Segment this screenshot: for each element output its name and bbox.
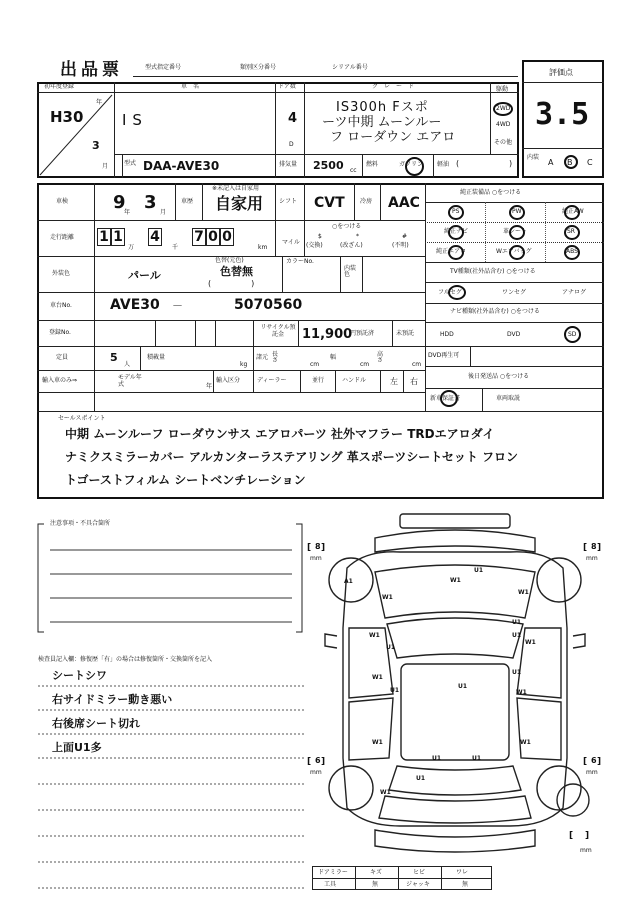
svg-text:[: [ (307, 757, 312, 767)
import-type-col (213, 370, 214, 392)
mile-opt-2: (改ざん) (340, 242, 363, 249)
svg-text:]: ] (321, 543, 326, 553)
inspector-lines (36, 684, 308, 894)
history-label: 車歴 (181, 198, 194, 205)
grade-label: グ レ ー ド (372, 83, 415, 90)
inspector-label: 検査員記入欄：修復歴「有」の場合は修復箇所・交換箇所を記入 (38, 656, 213, 663)
tire-rl-unit: mm (310, 769, 322, 776)
vehicle-col3 (304, 82, 305, 154)
equip-leather: 革シート (503, 228, 528, 235)
tire-fr-unit: mm (586, 555, 598, 562)
km-unit: km (258, 244, 268, 251)
import-col3 (300, 370, 301, 392)
dvd-col (470, 346, 471, 366)
mile-opt-1: (交換) (306, 242, 323, 249)
sales-line-2: ナミクスミラーカバー アルカンターラステアリング 革スポーツシートセット フロン (65, 450, 519, 464)
interior-opt-c: C (587, 158, 593, 167)
handle-right: 右 (410, 377, 418, 386)
score-divider (522, 82, 604, 83)
row-line-7 (37, 392, 425, 393)
mileage-digit-1: 1 (97, 228, 111, 246)
navi-top-line (425, 303, 604, 304)
post-warranty: 新車保証書 (430, 395, 461, 402)
navi-dvd: DVD (507, 331, 521, 338)
shaken-getsu: 月 (160, 209, 167, 216)
drive-2wd: 2WD (496, 105, 511, 112)
reg-no-sep3 (215, 320, 216, 346)
tv-fullseg: フルセグ (438, 289, 462, 296)
import-parallel: 並行 (312, 377, 325, 384)
acc-jack-value: 無 (462, 881, 469, 888)
man-unit: 万 (128, 244, 135, 251)
vehicle-col1 (114, 82, 115, 178)
equip-abs: ABS (566, 248, 578, 255)
history-col (175, 183, 176, 220)
capacity-value: 5 (110, 351, 118, 364)
sales-line-3: トゴーストフィルム シートベンチレーション (65, 473, 306, 487)
recycle-label: リサイクル預託金 (260, 324, 296, 339)
factory-row-line-1 (425, 222, 604, 223)
factory-heading-line (425, 202, 604, 203)
mark-14: W1 (516, 689, 527, 696)
fuel-paren-close: ) (509, 159, 513, 168)
acc-col3 (441, 866, 442, 890)
equip-navi: 純正ナビ (444, 228, 469, 235)
color-no-col (282, 256, 283, 292)
svg-text:[: [ (569, 831, 574, 841)
svg-text:]: ] (321, 757, 326, 767)
mile-opt-3: (不明) (392, 242, 409, 249)
sen-unit: 千 (172, 244, 179, 251)
post-heading: 後日発送品 ○をつける (468, 373, 530, 380)
mark-2: U1 (474, 567, 484, 574)
import-type-label: 輸入区分 (216, 377, 241, 384)
mile-col2 (304, 220, 305, 256)
fuel-label: 燃料 (366, 161, 379, 168)
color-no-label: カラーNo. (286, 258, 314, 265)
mark-12: U1 (458, 683, 468, 690)
ext-color-value: パール (128, 269, 161, 282)
acc-col1 (355, 866, 356, 890)
capacity-unit: 人 (124, 361, 131, 368)
mark-19: U1 (416, 775, 426, 782)
row-line-1 (37, 220, 425, 221)
handle-left: 左 (390, 377, 398, 386)
tire-rr-value: 6 (591, 756, 597, 765)
post-top-line (425, 366, 604, 367)
row-line-3 (37, 292, 425, 293)
reg-year: H30 (50, 108, 84, 126)
tv-top-line (425, 262, 604, 263)
shift-label: シフト (279, 198, 298, 205)
acc-break: ワレ (456, 869, 469, 876)
import-dealer: ディーラー (257, 377, 287, 384)
equip-aw: 純正AW (562, 208, 584, 215)
dims-col (253, 346, 254, 370)
mark-17: U1 (472, 755, 482, 762)
defect-box (36, 518, 304, 638)
int-color-col2 (362, 256, 363, 292)
shift-value: CVT (314, 195, 345, 211)
factory-col-2 (545, 202, 546, 262)
color-change-label: 色替(元色) (215, 257, 244, 264)
mark-3: W1 (450, 577, 461, 584)
mark-11: W1 (372, 674, 383, 681)
disp-col2 (304, 154, 305, 178)
recycle-unit: 円預託済 (350, 330, 375, 337)
mark-16: U1 (432, 755, 442, 762)
fuel-paren-open: ( (456, 159, 460, 168)
model-label: 型式 (124, 160, 137, 167)
tire-spare-unit: mm (580, 847, 592, 854)
car-name-label: 車 名 (181, 83, 200, 90)
color-change-paren: ( ) (208, 279, 255, 288)
row-line-5 (37, 346, 425, 347)
acc-mirror: ドアミラー (318, 869, 348, 876)
model-year-unit: 年 (206, 383, 213, 390)
model-row-line (114, 154, 519, 155)
chassis-dash: － (172, 299, 183, 312)
navi-line (425, 322, 604, 323)
score-value: 3.5 (535, 97, 590, 132)
model-cert-label: 型式指定番号 (145, 64, 182, 71)
inspector-line-3: 右後席シート切れ (52, 717, 140, 730)
capacity-label: 定員 (56, 354, 69, 361)
recycle-col (253, 320, 254, 346)
interior-label: 内装 (527, 154, 540, 161)
sales-line-1: 中期 ムーンルーフ ローダウンサス エアロパーツ 社外マフラー TRDエアロダイ (65, 427, 495, 441)
mark-a1: A1 (344, 578, 353, 585)
import-label: 輸入車のみ⇒ (42, 377, 78, 384)
ext-color-label: 外装色 (52, 270, 71, 277)
history-note: ※未記入は自家用 (212, 185, 260, 192)
row-line-6 (37, 370, 425, 371)
int-color-col (340, 256, 341, 292)
handle-label: ハンドル (342, 377, 367, 384)
mark-20: W1 (380, 789, 391, 796)
mark-13: U1 (512, 669, 522, 676)
first-reg-label: 初年度登録 (44, 83, 75, 90)
factory-col-1 (485, 202, 486, 262)
dvd-line (425, 346, 604, 347)
doors-label: ドア数 (278, 83, 296, 90)
tv-line (425, 282, 604, 283)
grade-line-3: フ ローダウン エアロ (330, 130, 456, 145)
model-col-a (122, 154, 123, 178)
acc-tools-value: 無 (372, 881, 379, 888)
tire-rr-unit: mm (586, 769, 598, 776)
mile-mark-2: * (356, 233, 359, 240)
car-name: IS (122, 111, 148, 129)
label-col (94, 183, 95, 411)
tire-fl-unit: mm (310, 555, 322, 562)
tv-oneseg: ワンセグ (502, 289, 527, 296)
shift-col2 (304, 183, 305, 220)
grade-line-2: ーツ中期 ムーンルー (322, 115, 442, 130)
car-damage-diagram (305, 508, 605, 873)
handle-col3 (403, 370, 404, 392)
mark-4: W1 (518, 589, 529, 596)
load-unit: kg (240, 361, 248, 368)
mark-10: U1 (390, 687, 400, 694)
mileage-digit-6: 0 (220, 228, 234, 246)
post-line (425, 388, 604, 389)
ac-value: AAC (388, 195, 420, 211)
reg-no-sep2 (195, 320, 196, 346)
acc-scratch: キズ (370, 869, 382, 876)
svg-text:[: [ (583, 543, 588, 553)
post-manual: 車両取説 (496, 395, 521, 402)
drive-4wd: 4WD (496, 121, 511, 128)
shaken-label: 車検 (56, 198, 69, 205)
inspector-line-2: 右サイドミラー動き悪い (52, 693, 173, 706)
dims-len-unit: cm (310, 361, 320, 368)
cc-unit: cc (350, 167, 357, 174)
svg-text:[: [ (583, 757, 588, 767)
doors-sub: D (289, 141, 294, 148)
reg-month: 3 (92, 139, 100, 152)
recycle-value: 11,900 (302, 327, 353, 342)
shaken-nen: 年 (124, 209, 131, 216)
svg-text:]: ] (597, 543, 602, 553)
recycle-col2 (298, 320, 299, 346)
reg-nen: 年 (96, 99, 103, 106)
row-line-4 (37, 320, 425, 321)
mark-6: W1 (369, 632, 380, 639)
acc-tools: 工具 (324, 881, 337, 888)
tv-analog: アナログ (562, 289, 587, 296)
svg-text:[: [ (307, 543, 312, 553)
tv-heading: TV種類(社外品含む) ○をつける (450, 268, 536, 275)
score-label: 評価点 (549, 68, 573, 77)
mile-mark-3: # (402, 233, 408, 240)
dims-wid-label: 幅 (330, 354, 337, 361)
color-change-value: 色替無 (220, 265, 253, 278)
equip-pw: PW (512, 208, 522, 215)
svg-text:]: ] (585, 831, 590, 841)
mile-col (275, 220, 276, 256)
model-year-label: モデル年式 (118, 374, 142, 388)
interior-divider (522, 148, 604, 149)
defect-label: 注意事項・不具合箇所 (50, 520, 111, 527)
vehicle-col2 (275, 82, 276, 154)
acc-mid-line (312, 878, 492, 879)
dims-label: 諸元 (256, 354, 269, 361)
post-col (482, 388, 483, 411)
header-underline (133, 76, 518, 77)
navi-sd: SD (568, 331, 577, 338)
shift-col (275, 183, 276, 220)
chassis-prefix: AVE30 (110, 297, 160, 313)
tire-fr-value: 8 (591, 542, 597, 551)
dims-wid-unit: cm (360, 361, 370, 368)
dvd-label: DVD再生可 (428, 352, 460, 359)
mark-5: U1 (386, 644, 396, 651)
disp-col (275, 154, 276, 178)
page-title: 出品票 (60, 60, 123, 80)
drive-other: その他 (494, 139, 513, 146)
mile-heading: ○をつける (332, 223, 362, 230)
mile-mark-1: $ (318, 233, 322, 240)
acc-jack: ジャッキ (406, 881, 430, 888)
handle-col2 (380, 370, 381, 392)
interior-opt-b: B (567, 158, 573, 167)
sales-heading: セールスポイント (58, 415, 106, 422)
fuel-diesel: 軽油 (437, 161, 450, 168)
mileage-digit-2: 1 (111, 228, 125, 246)
inspector-line-4: 上面U1多 (52, 741, 102, 754)
serial-label: シリアル番号 (332, 64, 368, 71)
import-type-col2 (253, 370, 254, 392)
reg-getsu: 月 (102, 163, 109, 170)
factory-heading: 純正装備品 ○をつける (460, 189, 522, 196)
equip-airbag: Wエアバッグ (496, 248, 532, 255)
load-col (140, 346, 141, 370)
doors-value: 4 (288, 111, 298, 126)
mark-1: W1 (382, 594, 393, 601)
row-line-8 (37, 411, 604, 412)
chassis-number: 5070560 (234, 297, 303, 313)
detail-equip-divider (425, 183, 426, 411)
mark-15: W1 (372, 739, 383, 746)
mark-18: W1 (520, 739, 531, 746)
equip-ps: PS (452, 208, 460, 215)
equip-sr: SR (567, 228, 575, 235)
mileage-label: 走行距離 (50, 234, 75, 241)
factory-row-line-2 (425, 242, 604, 243)
vehicle-col4 (490, 82, 491, 154)
grade-line-1: IS300h Fスポ (336, 100, 429, 115)
tire-rl-value: 6 (315, 756, 321, 765)
reg-no-sep1 (155, 320, 156, 346)
equip-aero: 純正エアロ (436, 248, 467, 255)
displacement: 2500 (313, 159, 344, 172)
reg-no-label: 登録No. (49, 329, 71, 336)
chassis-label: 車台No. (50, 302, 72, 309)
shaken-year: 9 (113, 192, 126, 213)
mileage-digit-4: 7 (192, 228, 206, 246)
fuel-col2 (433, 154, 434, 178)
fuel-col (362, 154, 363, 178)
shaken-month: 3 (144, 192, 157, 213)
acc-col2 (398, 866, 399, 890)
navi-heading: ナビ種類(社外品含む) ○をつける (450, 308, 540, 315)
dims-len-label: 長さ (272, 351, 279, 364)
acc-crack: ヒビ (413, 869, 426, 876)
mark-9: W1 (525, 639, 536, 646)
category-label: 類別区分番号 (240, 64, 277, 71)
handle-col (335, 370, 336, 392)
drive-label: 駆動 (496, 86, 509, 93)
dims-hgt-label: 高さ (377, 351, 384, 364)
inspector-line-1: シートシワ (52, 669, 107, 682)
mark-8: U1 (512, 632, 522, 639)
recycle-not: 未預託 (396, 330, 415, 337)
disp-label: 排気量 (279, 161, 298, 168)
recycle-col3 (392, 320, 393, 346)
mile-label: マイル (282, 239, 300, 246)
model-code: DAA-AVE30 (143, 159, 220, 173)
svg-text:]: ] (597, 757, 602, 767)
ac-col (354, 183, 355, 220)
history-col2 (202, 183, 203, 220)
int-color-label: 内装色 (344, 265, 357, 278)
ac-label: 冷房 (360, 198, 373, 205)
mileage-digit-5: 0 (206, 228, 220, 246)
navi-hdd: HDD (440, 331, 454, 338)
tire-fl-value: 8 (315, 542, 321, 551)
header-cert-row (133, 59, 518, 83)
interior-opt-a: A (548, 158, 554, 167)
fuel-gas: ガソリン (399, 161, 424, 168)
dims-hgt-unit: cm (412, 361, 422, 368)
mileage-digit-3: 4 (148, 228, 162, 246)
mark-7: U1 (512, 619, 522, 626)
load-label: 積載量 (147, 354, 166, 361)
ac-col2 (380, 183, 381, 220)
history-value: 自家用 (215, 194, 264, 213)
